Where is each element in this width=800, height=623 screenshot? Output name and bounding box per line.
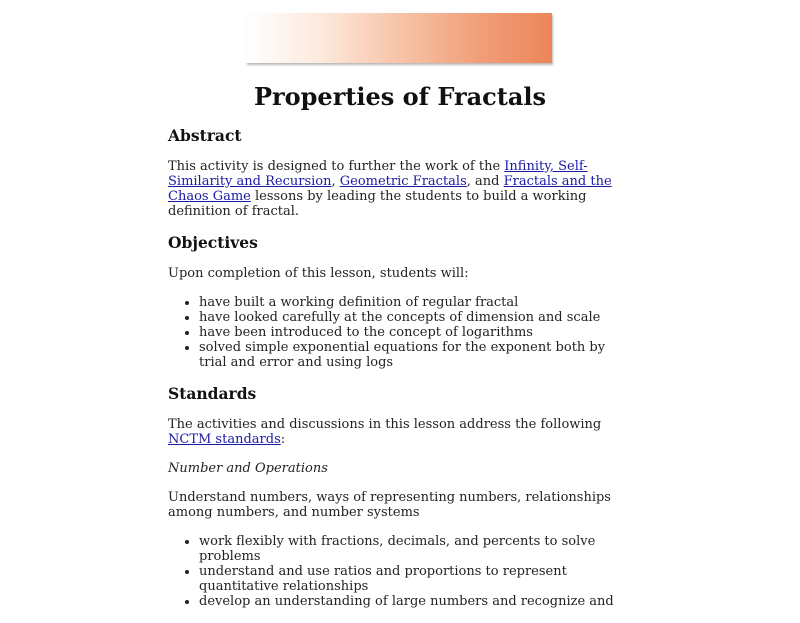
list-item: • understand and use ratios and proportions to represent quantitative relationships <box>199 564 633 594</box>
objectives-intro: Upon completion of this lesson, students will: <box>168 266 469 281</box>
list-item: • solved simple exponential equations for the exponent both by trial and error and using logs <box>199 340 633 370</box>
list-item: • work flexibly with fractions, decimals, and percents to solve problems <box>199 534 633 564</box>
standards-list <box>168 534 633 609</box>
fractals-chaos-game-link[interactable]: Fractals and the Chaos Game <box>168 174 612 204</box>
objectives-heading: Objectives <box>168 233 258 252</box>
list-item: • develop an understanding of large numbers and recognize and <box>199 594 633 609</box>
standards-text: The activities and discussions in this lesson address the following <box>168 417 602 432</box>
list-item: • have been introduced to the concept of logarithms <box>199 325 633 340</box>
standards-section <box>168 384 633 609</box>
standards-subheading <box>168 461 633 476</box>
standards-text: : <box>280 432 286 447</box>
abstract-paragraph <box>168 159 633 219</box>
nctm-standards-link[interactable]: NCTM standards <box>168 432 281 447</box>
page-title: Properties of Fractals <box>253 82 547 111</box>
standards-heading: Standards <box>168 384 257 403</box>
infinity-self-similarity-link[interactable]: Infinity, Self-Similarity and Recursion <box>168 159 588 189</box>
abstract-text: lessons by leading the students to build a working definition of fractal. <box>168 189 587 219</box>
geometric-fractals-link[interactable]: Geometric Fractals <box>339 174 467 189</box>
list-item: • have looked carefully at the concepts of dimension and scale <box>199 310 633 325</box>
standards-paragraph <box>168 417 633 447</box>
header-banner-image <box>246 13 552 63</box>
abstract-section <box>168 126 633 219</box>
list-item: • have built a working definition of regular fractal <box>199 295 633 310</box>
objectives-list <box>168 295 633 370</box>
main-content <box>168 126 633 623</box>
abstract-text: This activity is designed to further the work of the <box>168 159 505 174</box>
abstract-heading: Abstract <box>168 126 242 145</box>
abstract-text: , <box>331 174 340 189</box>
subheading-text: Number and Operations <box>168 461 328 476</box>
objectives-section <box>168 233 633 370</box>
abstract-text: , and <box>466 174 504 189</box>
standards-description: Understand numbers, ways of representing numbers, relationships among numbers, and number systems <box>168 490 611 520</box>
